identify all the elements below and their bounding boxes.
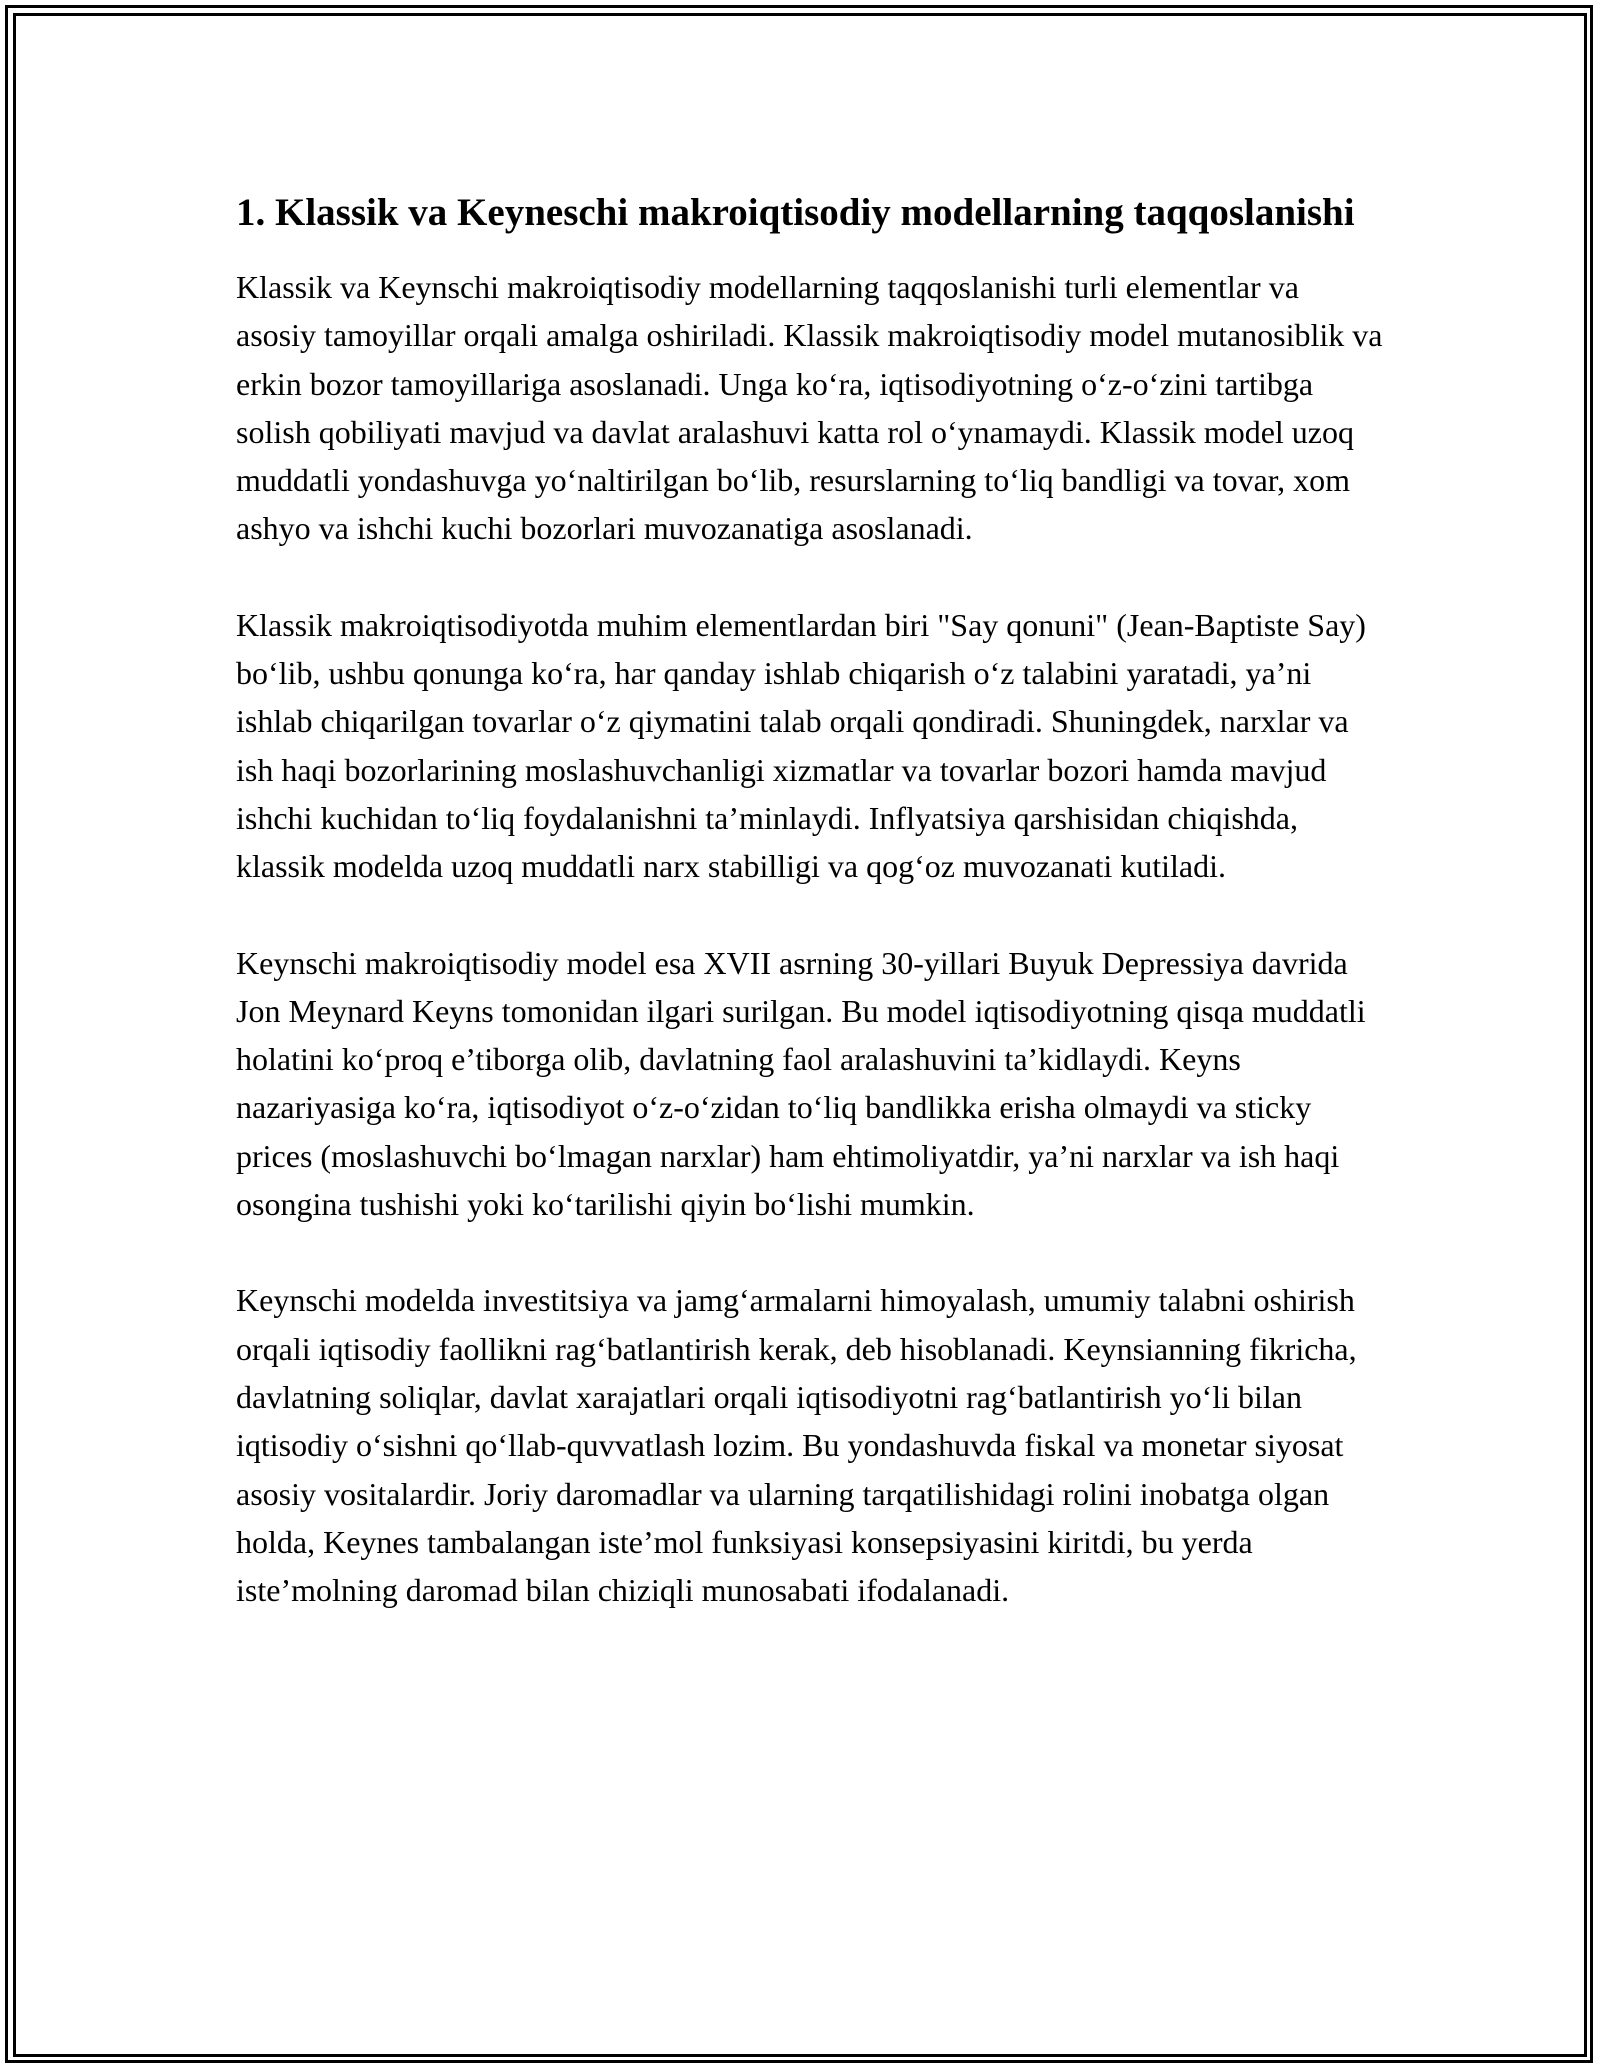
section-heading: 1. Klassik va Keyneschi makroiqtisodiy modellarning taqqoslanishi: [236, 191, 1355, 234]
paragraph-keynesian-policy: Keynschi modelda investitsiya va jamgʻarmalarni himoyalash, umumiy talabni oshirish orqali iqtisodiy faollikni ragʻbatlantirish kerak, deb hisoblanadi. Keynsianning fikricha, davlatning soliqlar, davlat xarajatlari orqali iqtisodiyotni ragʻbatlantirish yoʻli bilan iqtisodiy oʻsishni qoʻllab-quvvatlash lozim. Bu yondashuvda fiskal va monetar siyosat asosiy vositalardir. Joriy daromadlar va ularning tarqatilishidagi rolini inobatga olgan holda, Keynes tambalangan iste’mol funksiyasi konsepsiyasini kiritdi, bu yerda iste’molning daromad bilan chiziqli munosabati ifodalanadi.: [236, 1282, 1357, 1609]
paragraph-say-law: Klassik makroiqtisodiyotda muhim elementlardan biri "Say qonuni" (Jean-Baptiste Say) boʻlib, ushbu qonunga koʻra, har qanday ishlab chiqarish oʻz talabini yaratadi, ya’ni ishlab chiqarilgan tovarlar oʻz qiymatini talab orqali qondiradi. Shuningdek, narxlar va ish haqi bozorlarining moslashuvchanligi xizmatlar va tovarlar bozori hamda mavjud ishchi kuchidan toʻliq foydalanishni ta’minlaydi. Inflyatsiya qarshisidan chiqishda, klassik modelda uzoq muddatli narx stabilligi va qogʻoz muvozanati kutiladi.: [236, 606, 1366, 885]
paragraph-keynesian-model: Keynschi makroiqtisodiy model esa XVII asrning 30-yillari Buyuk Depressiya davrida Jon Meynard Keyns tomonidan ilgari surilgan. Bu model iqtisodiyotning qisqa muddatli holatini koʻproq e’tiborga olib, davlatning faol aralashuvini ta’kidlaydi. Keyns nazariyasiga koʻra, iqtisodiyot oʻz-oʻzidan toʻliq bandlikka erisha olmaydi va sticky prices (moslashuvchi boʻlmagan narxlar) ham ehtimoliyatdir, ya’ni narxlar va ish haqi osongina tushishi yoki koʻtarilishi qiyin boʻlishi mumkin.: [236, 944, 1366, 1223]
paragraph-classical-model: Klassik va Keynschi makroiqtisodiy modellarning taqqoslanishi turli elementlar va asosiy tamoyillar orqali amalga oshiriladi. Klassik makroiqtisodiy model mutanosiblik va erkin bozor tamoyillariga asoslanadi. Unga koʻra, iqtisodiyotning oʻz-oʻzini tartibga solish qobiliyati mavjud va davlat aralashuvi katta rol oʻynamaydi. Klassik model uzoq muddatli yondashuvga yoʻnaltirilgan boʻlib, resurslarning toʻliq bandligi va tovar, xom ashyo va ishchi kuchi bozorlari muvozanatiga asoslanadi.: [236, 269, 1383, 547]
document-body: [236, 185, 1386, 1614]
